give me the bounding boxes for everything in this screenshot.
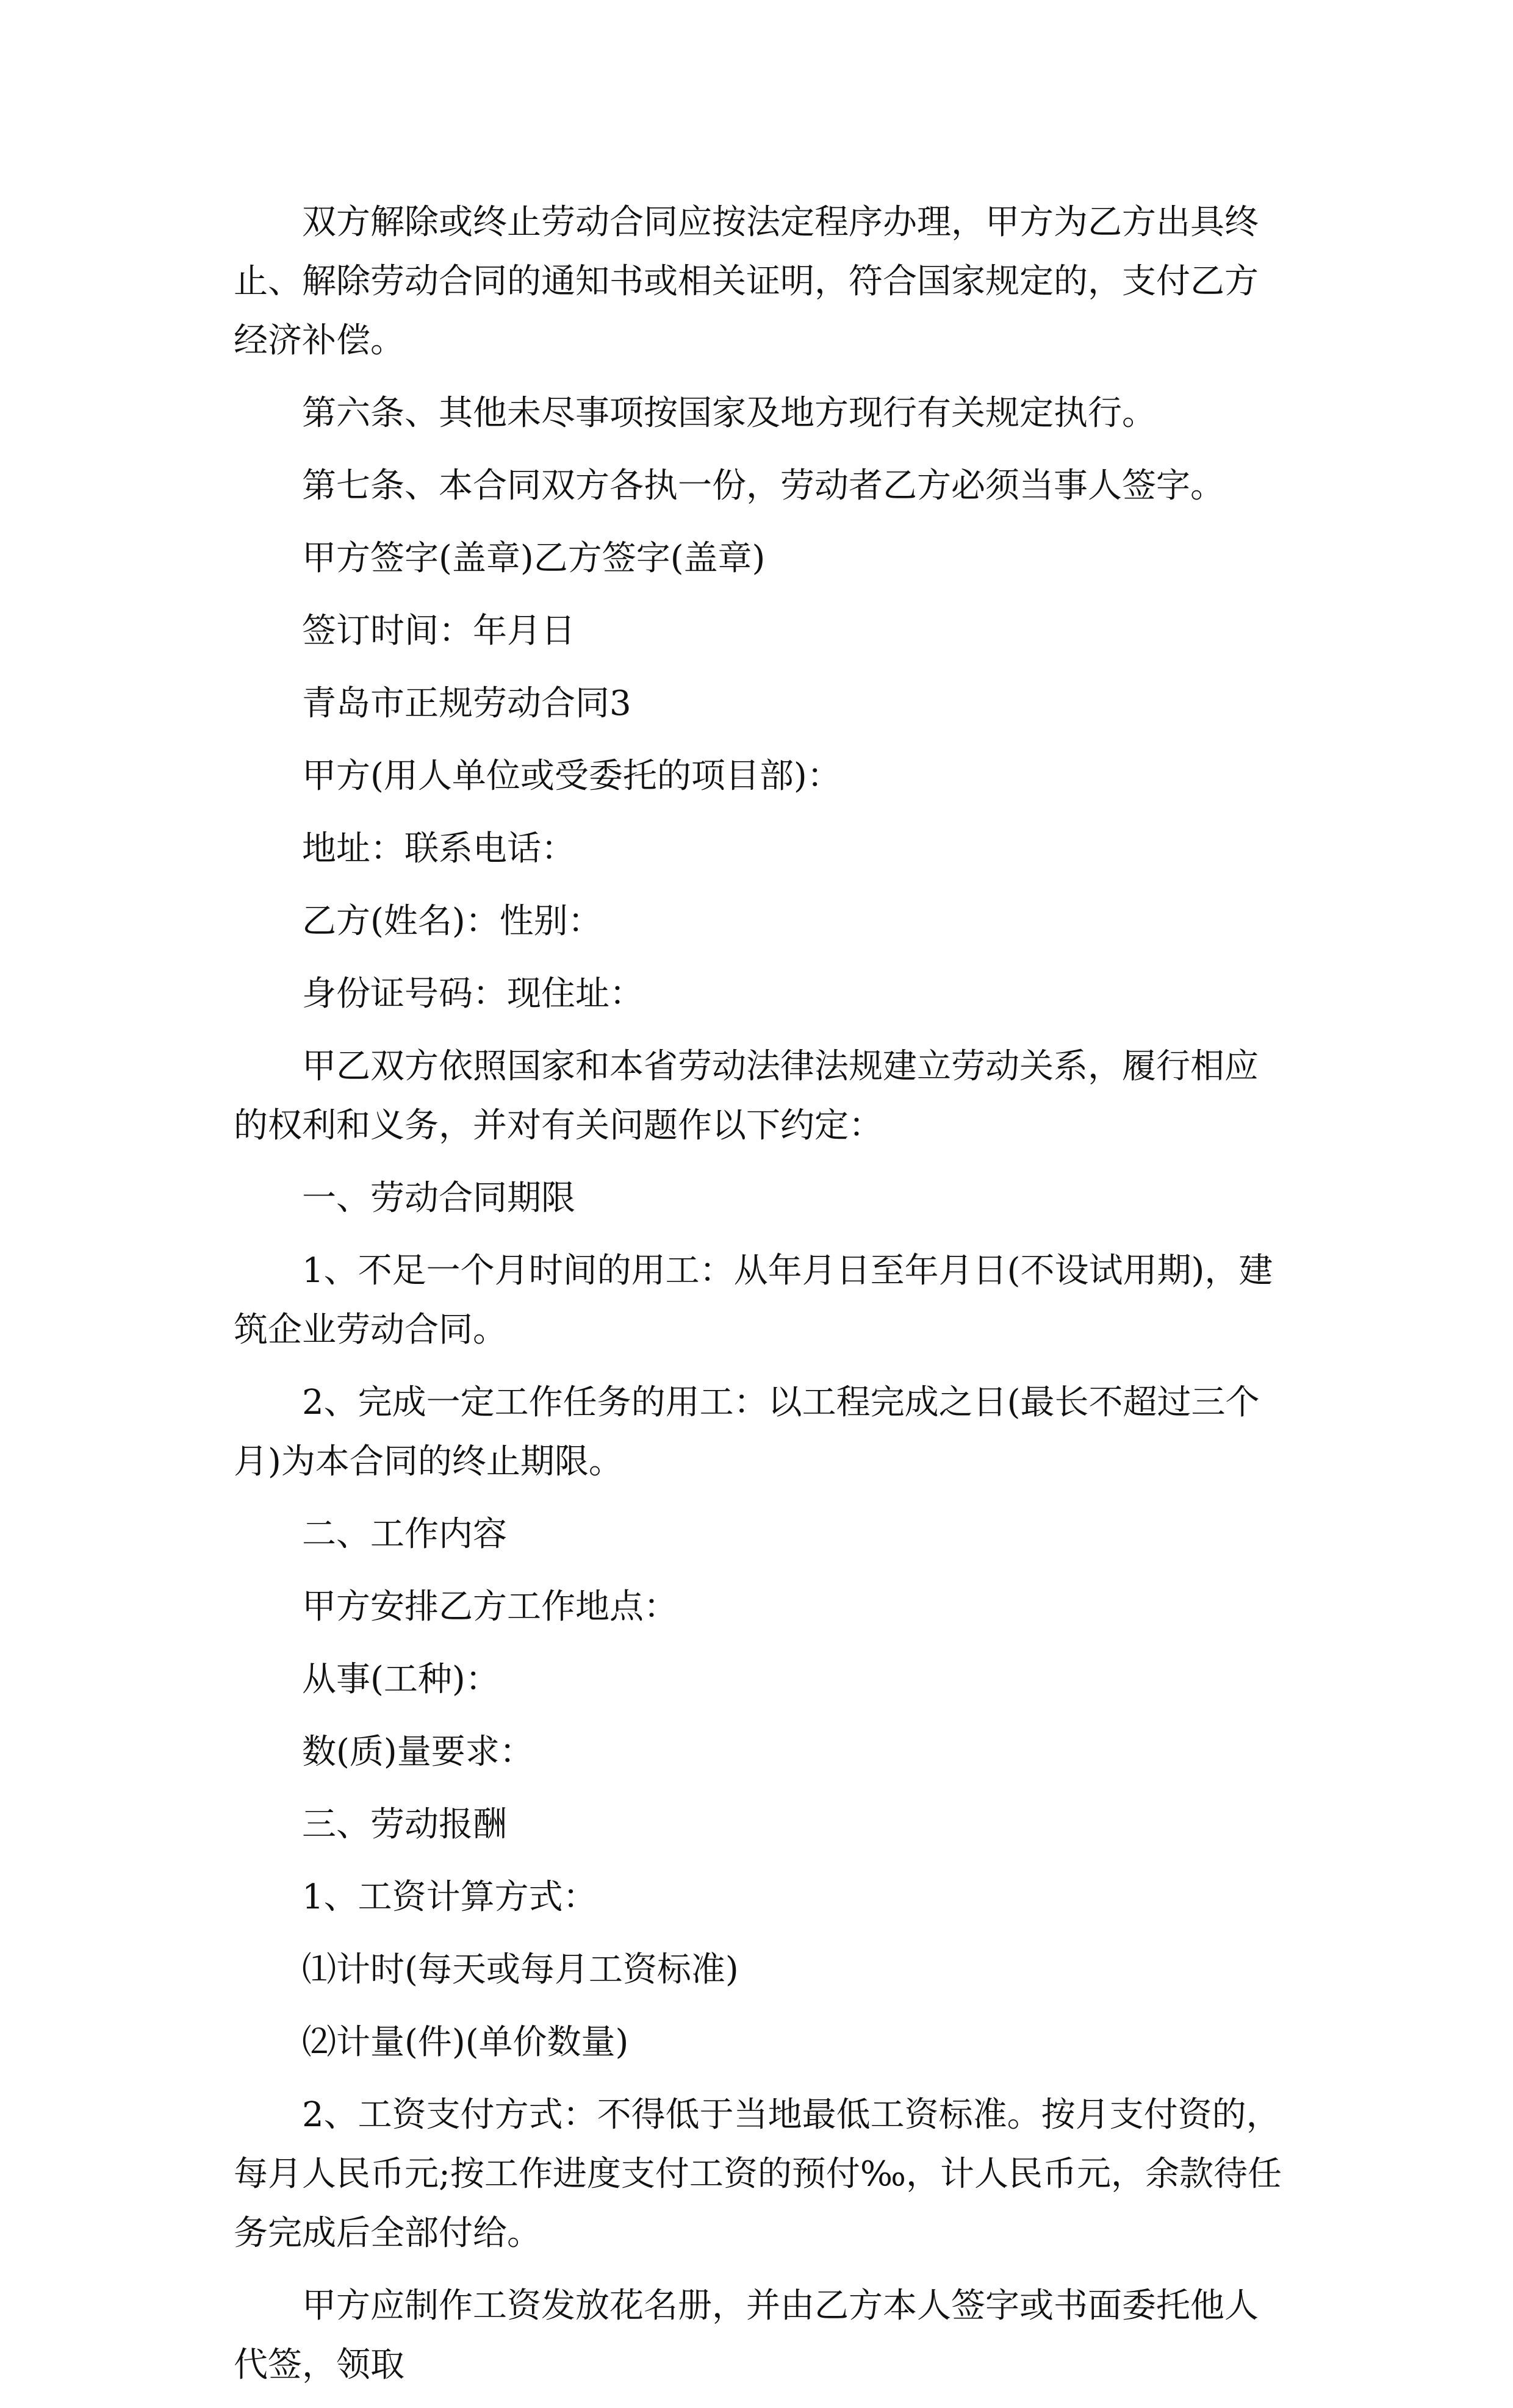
paragraph-hourly-wage: ⑴计时(每天或每月工资标准) bbox=[302, 1950, 739, 1990]
field-quality-requirement: 数(质)量要求： bbox=[302, 1732, 534, 1772]
paragraph-article-seven: 第七条、本合同双方各执一份，劳动者乙方必须当事人签字。 bbox=[302, 466, 1224, 506]
paragraph-wage-calculation: 1、工资计算方式： bbox=[302, 1877, 597, 1917]
paragraph-agreement-intro: 甲乙双方依照国家和本省劳动法律法规建立劳动关系，履行相应的权利和义务，并对有关问题作以下约定： bbox=[234, 1047, 1259, 1145]
paragraph-signing-date: 签订时间：年月日 bbox=[302, 611, 575, 651]
paragraph-signatures: 甲方签字(盖章)乙方签字(盖章) bbox=[302, 539, 766, 578]
field-address-phone: 地址：联系电话： bbox=[302, 829, 575, 869]
paragraph-piece-wage: ⑵计量(件)(单价数量) bbox=[302, 2023, 629, 2062]
paragraph-termination-procedure: 双方解除或终止劳动合同应按法定程序办理，甲方为乙方出具终止、解除劳动合同的通知书或相关证明，符合国家规定的，支付乙方经济补偿。 bbox=[234, 202, 1259, 360]
heading-contract-term: 一、劳动合同期限 bbox=[302, 1178, 575, 1218]
heading-work-content: 二、工作内容 bbox=[302, 1514, 507, 1554]
paragraph-term-item-1: 1、不足一个月时间的用工：从年月日至年月日(不设试用期)，建筑企业劳动合同。 bbox=[234, 1251, 1273, 1350]
paragraph-term-item-2: 2、完成一定工作任务的用工：以工程完成之日(最长不超过三个月)为本合同的终止期限。 bbox=[234, 1383, 1260, 1482]
field-party-a: 甲方(用人单位或受委托的项目部)： bbox=[302, 756, 841, 796]
paragraph-payroll-roster: 甲方应制作工资发放花名册，并由乙方本人签字或书面委托他人代签，领取 bbox=[234, 2286, 1259, 2385]
paragraph-article-six: 第六条、其他未尽事项按国家及地方现行有关规定执行。 bbox=[302, 393, 1156, 433]
field-party-b-name-gender: 乙方(姓名)：性别： bbox=[302, 901, 602, 941]
field-id-address: 身份证号码：现住址： bbox=[302, 974, 644, 1014]
field-work-location: 甲方安排乙方工作地点： bbox=[302, 1587, 678, 1627]
section-title: 青岛市正规劳动合同3 bbox=[302, 684, 631, 723]
field-job-type: 从事(工种)： bbox=[302, 1660, 500, 1699]
paragraph-wage-payment: 2、工资支付方式：不得低于当地最低工资标准。按月支付资的，每月人民币元;按工作进度支付工资的预付‰，计人民币元，余款待任务完成后全部付给。 bbox=[234, 2095, 1282, 2253]
heading-remuneration: 三、劳动报酬 bbox=[302, 1805, 507, 1844]
document-body bbox=[0, 193, 1513, 2408]
